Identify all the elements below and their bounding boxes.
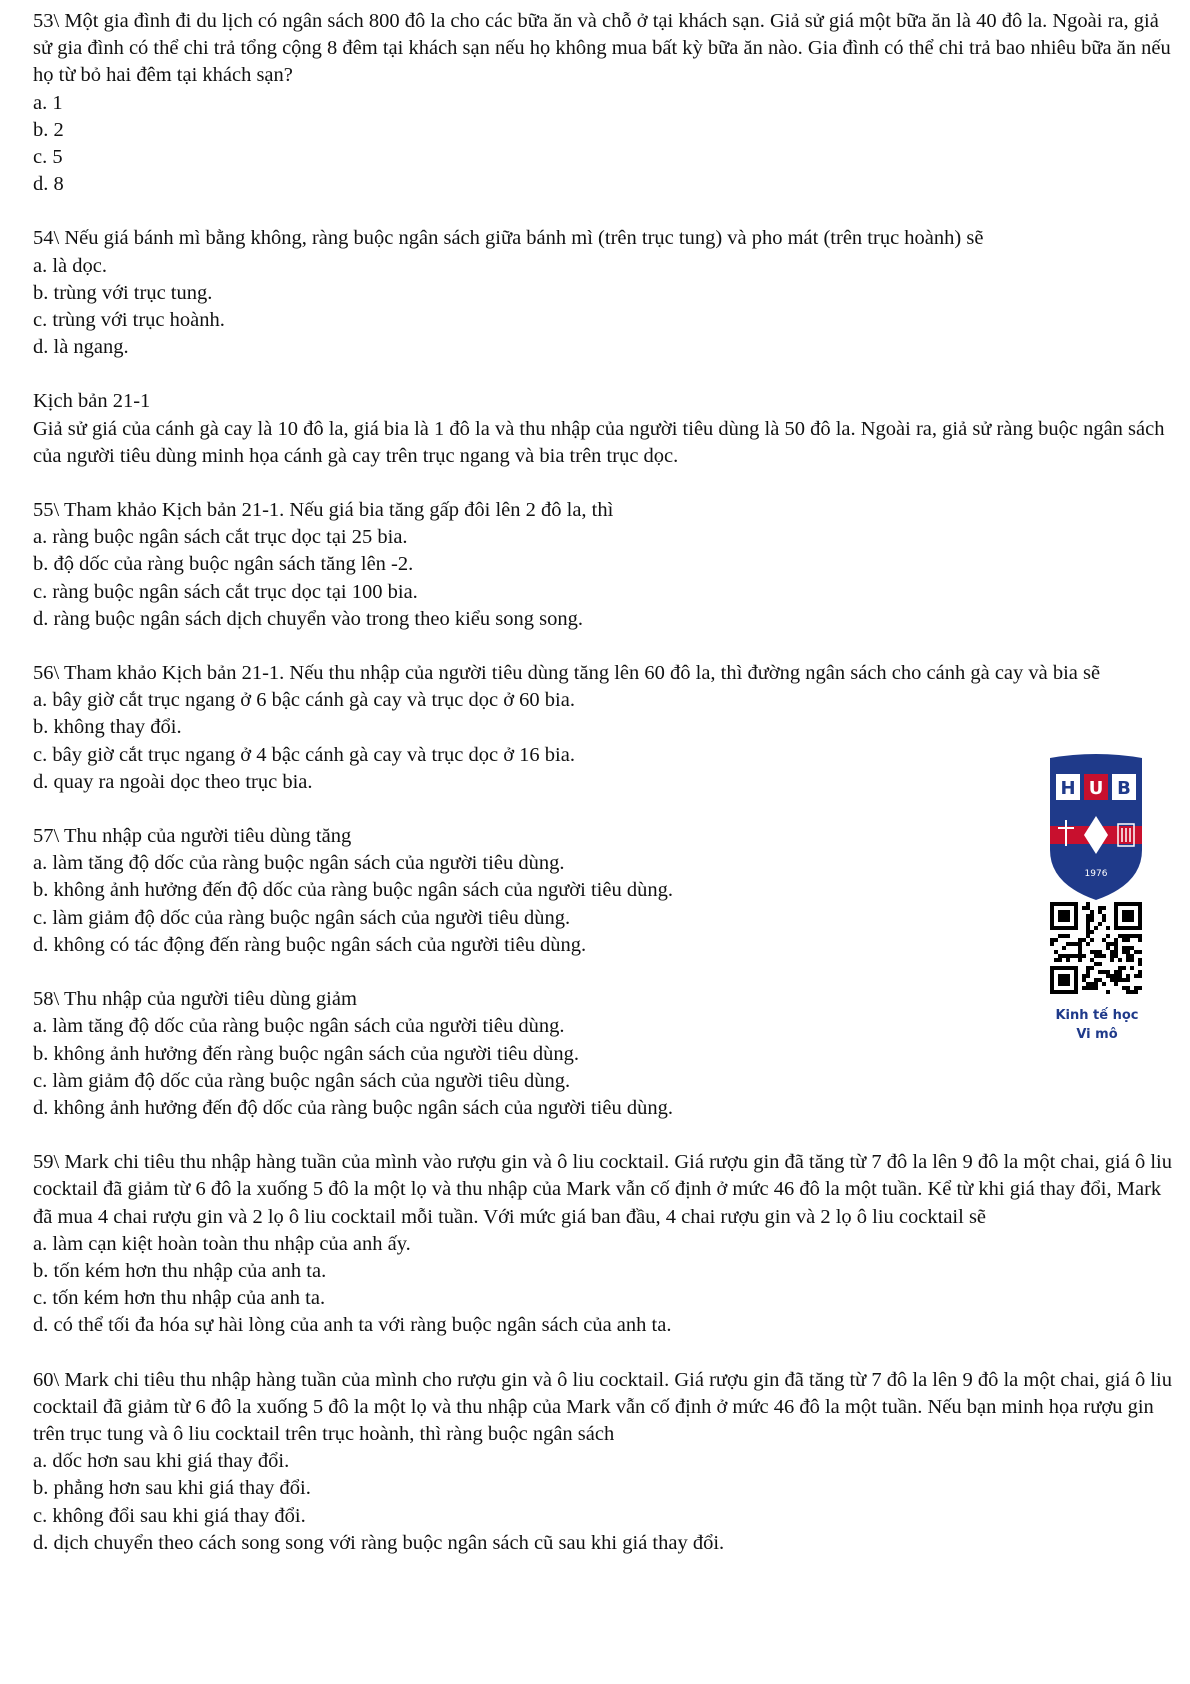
question-stem: 59\ Mark chi tiêu thu nhập hàng tuần của mình vào rượu gin và ô liu cocktail. Giá rượu gin đã tăng từ 7 đô la lên 9 đô la một chai, giá ô liu cocktail đã giảm từ 6 đô la xuống 5 đô la một lọ và thu nhập của Mark vẫn cố định ở mức 46 đô la một tuần. Kể từ khi giá thay đổi, Mark đã mua 4 chai rượu gin và 2 lọ ô liu cocktail mỗi tuần. Với mức giá ban đầu, 4 chai rượu gin và 2 lọ ô liu cocktail sẽ bbox=[33, 1151, 1172, 1228]
qr-module bbox=[1114, 954, 1118, 958]
qr-module bbox=[1086, 966, 1090, 970]
qr-module bbox=[1086, 922, 1090, 926]
logo-letter-u: U bbox=[1088, 778, 1104, 799]
qr-module bbox=[1110, 950, 1114, 954]
qr-module bbox=[1114, 950, 1118, 954]
qr-module bbox=[1058, 954, 1062, 958]
qr-module bbox=[1118, 970, 1122, 974]
qr-module bbox=[1070, 954, 1074, 958]
qr-module bbox=[1130, 958, 1134, 962]
qr-module bbox=[1086, 902, 1090, 906]
question-stem: 58\ Thu nhập của người tiêu dùng giảm bbox=[33, 988, 357, 1011]
qr-module bbox=[1122, 950, 1126, 954]
qr-module bbox=[1086, 982, 1090, 986]
qr-module bbox=[1066, 942, 1070, 946]
option-d: d. không ảnh hưởng đến độ dốc của ràng buộc ngân sách của người tiêu dùng. bbox=[33, 1096, 673, 1119]
qr-code bbox=[1050, 902, 1142, 994]
caption-line-2: Vi mô bbox=[1076, 1027, 1118, 1042]
qr-module bbox=[1110, 958, 1114, 962]
qr-module bbox=[1066, 954, 1070, 958]
qr-module bbox=[1050, 938, 1054, 942]
qr-module bbox=[1090, 982, 1094, 986]
qr-module bbox=[1090, 966, 1094, 970]
qr-module bbox=[1058, 934, 1062, 938]
qr-module bbox=[1054, 950, 1058, 954]
qr-module bbox=[1098, 962, 1102, 966]
qr-module bbox=[1138, 986, 1142, 990]
qr-module bbox=[1086, 942, 1090, 946]
qr-module bbox=[1094, 950, 1098, 954]
option-d: d. có thể tối đa hóa sự hài lòng của anh ta với ràng buộc ngân sách của anh ta. bbox=[33, 1314, 672, 1337]
qr-module bbox=[1078, 942, 1082, 946]
option-c: c. trùng với trục hoành. bbox=[33, 309, 225, 332]
qr-module bbox=[1090, 914, 1094, 918]
qr-module bbox=[1062, 954, 1066, 958]
qr-module bbox=[1122, 966, 1126, 970]
qr-module bbox=[1090, 986, 1094, 990]
qr-module bbox=[1138, 934, 1142, 938]
qr-module bbox=[1082, 978, 1086, 982]
qr-module bbox=[1126, 946, 1130, 950]
qr-module bbox=[1082, 906, 1086, 910]
qr-module bbox=[1110, 978, 1114, 982]
option-d: d. dịch chuyển theo cách song song với ràng buộc ngân sách cũ sau khi giá thay đổi. bbox=[33, 1531, 725, 1554]
qr-module bbox=[1126, 986, 1130, 990]
option-b: b. độ dốc của ràng buộc ngân sách tăng lên -2. bbox=[33, 553, 414, 576]
qr-module bbox=[1098, 910, 1102, 914]
option-a: a. dốc hơn sau khi giá thay đổi. bbox=[33, 1450, 290, 1473]
qr-module bbox=[1118, 958, 1122, 962]
qr-module bbox=[1102, 954, 1106, 958]
qr-module bbox=[1102, 918, 1106, 922]
qr-module bbox=[1126, 934, 1130, 938]
qr-module bbox=[1094, 986, 1098, 990]
qr-module bbox=[1094, 954, 1098, 958]
qr-module bbox=[1086, 926, 1090, 930]
question-60 bbox=[33, 1367, 1173, 1557]
qr-module bbox=[1094, 962, 1098, 966]
option-c: c. không đổi sau khi giá thay đổi. bbox=[33, 1504, 306, 1527]
qr-module bbox=[1114, 970, 1118, 974]
question-stem: 56\ Tham khảo Kịch bản 21-1. Nếu thu nhập của người tiêu dùng tăng lên 60 đô la, thì đường ngân sách cho cánh gà cay và bia sẽ bbox=[33, 662, 1101, 685]
qr-module bbox=[1090, 938, 1094, 942]
qr-module bbox=[1106, 970, 1110, 974]
qr-module bbox=[1102, 938, 1106, 942]
option-d: d. ràng buộc ngân sách dịch chuyển vào trong theo kiểu song song. bbox=[33, 607, 583, 630]
question-59 bbox=[33, 1149, 1173, 1339]
qr-module bbox=[1082, 986, 1086, 990]
scenario-title: Kịch bản 21-1 bbox=[33, 390, 151, 413]
qr-module bbox=[1062, 946, 1066, 950]
qr-module bbox=[1126, 950, 1130, 954]
question-stem: 54\ Nếu giá bánh mì bằng không, ràng buộc ngân sách giữa bánh mì (trên trục tung) và pho mát (trên trục hoành) sẽ bbox=[33, 227, 984, 250]
qr-module bbox=[1066, 934, 1070, 938]
question-56 bbox=[33, 660, 1173, 796]
option-a: a. 1 bbox=[33, 91, 63, 114]
qr-module bbox=[1106, 926, 1110, 930]
qr-module bbox=[1114, 946, 1118, 950]
qr-module bbox=[1102, 970, 1106, 974]
qr-module bbox=[1094, 982, 1098, 986]
qr-module bbox=[1138, 962, 1142, 966]
qr-module bbox=[1122, 934, 1126, 938]
qr-module bbox=[1126, 958, 1130, 962]
qr-module bbox=[1070, 942, 1074, 946]
qr-module bbox=[1078, 938, 1082, 942]
logo-letter-h: H bbox=[1060, 778, 1076, 799]
qr-module bbox=[1130, 934, 1134, 938]
qr-module bbox=[1086, 918, 1090, 922]
option-c: c. làm giảm độ dốc của ràng buộc ngân sách của người tiêu dùng. bbox=[33, 906, 571, 929]
qr-module bbox=[1086, 906, 1090, 910]
question-57 bbox=[33, 823, 1173, 959]
question-58 bbox=[33, 986, 1173, 1122]
qr-module bbox=[1114, 938, 1118, 942]
qr-module bbox=[1118, 934, 1122, 938]
qr-module bbox=[1086, 970, 1090, 974]
qr-finder-top-left bbox=[1050, 902, 1078, 930]
qr-module bbox=[1086, 914, 1090, 918]
option-d: d. quay ra ngoài dọc theo trục bia. bbox=[33, 770, 313, 793]
qr-module bbox=[1078, 946, 1082, 950]
qr-module bbox=[1090, 910, 1094, 914]
qr-module bbox=[1134, 934, 1138, 938]
qr-module bbox=[1098, 970, 1102, 974]
qr-module bbox=[1058, 958, 1062, 962]
qr-module bbox=[1074, 954, 1078, 958]
qr-module bbox=[1126, 974, 1130, 978]
qr-module bbox=[1086, 934, 1090, 938]
qr-module bbox=[1078, 958, 1082, 962]
option-d: d. không có tác động đến ràng buộc ngân sách của người tiêu dùng. bbox=[33, 933, 587, 956]
qr-module bbox=[1054, 938, 1058, 942]
question-54 bbox=[33, 225, 1173, 361]
qr-module bbox=[1110, 974, 1114, 978]
option-b: b. trùng với trục tung. bbox=[33, 281, 213, 304]
qr-module bbox=[1126, 978, 1130, 982]
qr-module bbox=[1110, 942, 1114, 946]
qr-module bbox=[1082, 954, 1086, 958]
qr-module bbox=[1114, 982, 1118, 986]
qr-module bbox=[1134, 950, 1138, 954]
qr-module bbox=[1118, 978, 1122, 982]
qr-module bbox=[1086, 974, 1090, 978]
qr-module bbox=[1126, 990, 1130, 994]
question-stem: 53\ Một gia đình đi du lịch có ngân sách 800 đô la cho các bữa ăn và chỗ ở tại khách sạn. Giả sử giá một bữa ăn là 40 đô la. Ngoài ra, giả sử gia đình có thể chi trả tổng cộng 8 đêm tại khách sạn nếu họ không mua bất kỳ bữa ăn nào. Gia đình có thể chi trả bao nhiêu bữa ăn nếu họ từ bỏ hai đêm tại khách sạn? bbox=[33, 10, 1171, 87]
qr-module bbox=[1138, 958, 1142, 962]
option-a: a. làm cạn kiệt hoàn toàn thu nhập của anh ấy. bbox=[33, 1232, 411, 1255]
qr-module bbox=[1114, 974, 1118, 978]
qr-module bbox=[1118, 966, 1122, 970]
qr-module bbox=[1102, 982, 1106, 986]
watermark-caption bbox=[1040, 1006, 1154, 1044]
qr-module bbox=[1086, 930, 1090, 934]
qr-module bbox=[1066, 958, 1070, 962]
question-53 bbox=[33, 0, 1173, 198]
qr-module bbox=[1090, 958, 1094, 962]
qr-module bbox=[1094, 978, 1098, 982]
scenario-21-1 bbox=[33, 388, 1173, 470]
qr-module bbox=[1094, 926, 1098, 930]
qr-module bbox=[1126, 938, 1130, 942]
question-stem: 60\ Mark chi tiêu thu nhập hàng tuần của mình cho rượu gin và ô liu cocktail. Giá rượu gin đã tăng từ 7 đô la lên 9 đô la một chai, giá ô liu cocktail đã giảm từ 6 đô la xuống 5 đô la một lọ và thu nhập của Mark vẫn cố định ở mức 46 đô la một tuần. Nếu bạn minh họa rượu gin trên trục tung và ô liu cocktail trên trục hoành, thì ràng buộc ngân sách bbox=[33, 1368, 1172, 1445]
qr-module bbox=[1138, 970, 1142, 974]
qr-module bbox=[1134, 986, 1138, 990]
qr-module bbox=[1050, 942, 1054, 946]
qr-module bbox=[1098, 978, 1102, 982]
option-c: c. bây giờ cắt trục ngang ở 4 bậc cánh gà cay và trục dọc ở 16 bia. bbox=[33, 743, 575, 766]
qr-module bbox=[1098, 906, 1102, 910]
qr-module bbox=[1106, 990, 1110, 994]
qr-finder-top-right bbox=[1114, 902, 1142, 930]
question-55 bbox=[33, 497, 1173, 633]
option-c: c. tốn kém hơn thu nhập của anh ta. bbox=[33, 1287, 326, 1310]
option-c: c. ràng buộc ngân sách cắt trục dọc tại 100 bia. bbox=[33, 580, 418, 603]
qr-module bbox=[1090, 918, 1094, 922]
qr-module bbox=[1098, 950, 1102, 954]
qr-module bbox=[1106, 946, 1110, 950]
qr-module bbox=[1138, 938, 1142, 942]
qr-module bbox=[1122, 978, 1126, 982]
qr-module bbox=[1130, 954, 1134, 958]
qr-module bbox=[1106, 942, 1110, 946]
question-stem: 57\ Thu nhập của người tiêu dùng tăng bbox=[33, 825, 352, 848]
qr-module bbox=[1138, 950, 1142, 954]
document-page bbox=[33, 0, 1173, 1557]
qr-module bbox=[1062, 934, 1066, 938]
option-b: b. không ảnh hưởng đến độ dốc của ràng buộc ngân sách của người tiêu dùng. bbox=[33, 879, 673, 902]
option-a: a. làm tăng độ dốc của ràng buộc ngân sách của người tiêu dùng. bbox=[33, 1015, 565, 1038]
qr-module bbox=[1130, 990, 1134, 994]
qr-module bbox=[1098, 922, 1102, 926]
qr-module bbox=[1114, 978, 1118, 982]
option-b: b. tốn kém hơn thu nhập của anh ta. bbox=[33, 1259, 327, 1282]
qr-module bbox=[1122, 946, 1126, 950]
option-a: a. ràng buộc ngân sách cắt trục dọc tại 25 bia. bbox=[33, 526, 408, 549]
qr-module bbox=[1118, 974, 1122, 978]
option-c: c. 5 bbox=[33, 146, 63, 169]
qr-module bbox=[1074, 942, 1078, 946]
caption-line-1: Kinh tế học bbox=[1055, 1008, 1139, 1023]
qr-module bbox=[1130, 966, 1134, 970]
qr-module bbox=[1086, 986, 1090, 990]
qr-module bbox=[1106, 974, 1110, 978]
question-stem: 55\ Tham khảo Kịch bản 21-1. Nếu giá bia tăng gấp đôi lên 2 đô la, thì bbox=[33, 499, 614, 522]
qr-module bbox=[1138, 974, 1142, 978]
option-c: c. làm giảm độ dốc của ràng buộc ngân sách của người tiêu dùng. bbox=[33, 1069, 571, 1092]
option-b: b. không thay đổi. bbox=[33, 716, 182, 739]
qr-module bbox=[1102, 906, 1106, 910]
qr-module bbox=[1122, 986, 1126, 990]
option-d: d. 8 bbox=[33, 173, 64, 196]
option-a: a. là dọc. bbox=[33, 254, 107, 277]
qr-module bbox=[1078, 954, 1082, 958]
option-b: b. phẳng hơn sau khi giá thay đổi. bbox=[33, 1477, 311, 1500]
qr-module bbox=[1126, 954, 1130, 958]
option-b: b. không ảnh hưởng đến ràng buộc ngân sách của người tiêu dùng. bbox=[33, 1042, 580, 1065]
qr-module bbox=[1090, 950, 1094, 954]
qr-module bbox=[1082, 938, 1086, 942]
qr-module bbox=[1054, 958, 1058, 962]
qr-finder-bottom-left bbox=[1050, 966, 1078, 994]
qr-module bbox=[1098, 954, 1102, 958]
qr-module bbox=[1102, 914, 1106, 918]
qr-module bbox=[1134, 990, 1138, 994]
scenario-text: Giả sử giá của cánh gà cay là 10 đô la, giá bia là 1 đô la và thu nhập của người tiêu dùng là 50 đô la. Ngoài ra, giả sử ràng buộc ngân sách của người tiêu dùng minh họa cánh gà cay trên trục ngang và bia trên trục dọc. bbox=[33, 417, 1165, 467]
qr-module bbox=[1106, 934, 1110, 938]
logo-letter-b: B bbox=[1117, 778, 1131, 799]
qr-module bbox=[1130, 946, 1134, 950]
option-d: d. là ngang. bbox=[33, 336, 129, 359]
qr-module bbox=[1082, 974, 1086, 978]
option-a: a. làm tăng độ dốc của ràng buộc ngân sách của người tiêu dùng. bbox=[33, 852, 565, 875]
qr-module bbox=[1134, 974, 1138, 978]
qr-module bbox=[1090, 930, 1094, 934]
qr-module bbox=[1122, 938, 1126, 942]
option-a: a. bây giờ cắt trục ngang ở 6 bậc cánh gà cay và trục dọc ở 60 bia. bbox=[33, 689, 575, 712]
qr-module bbox=[1110, 954, 1114, 958]
logo-year: 1976 bbox=[1084, 869, 1108, 879]
qr-module bbox=[1078, 950, 1082, 954]
qr-module bbox=[1114, 942, 1118, 946]
option-b: b. 2 bbox=[33, 118, 64, 141]
